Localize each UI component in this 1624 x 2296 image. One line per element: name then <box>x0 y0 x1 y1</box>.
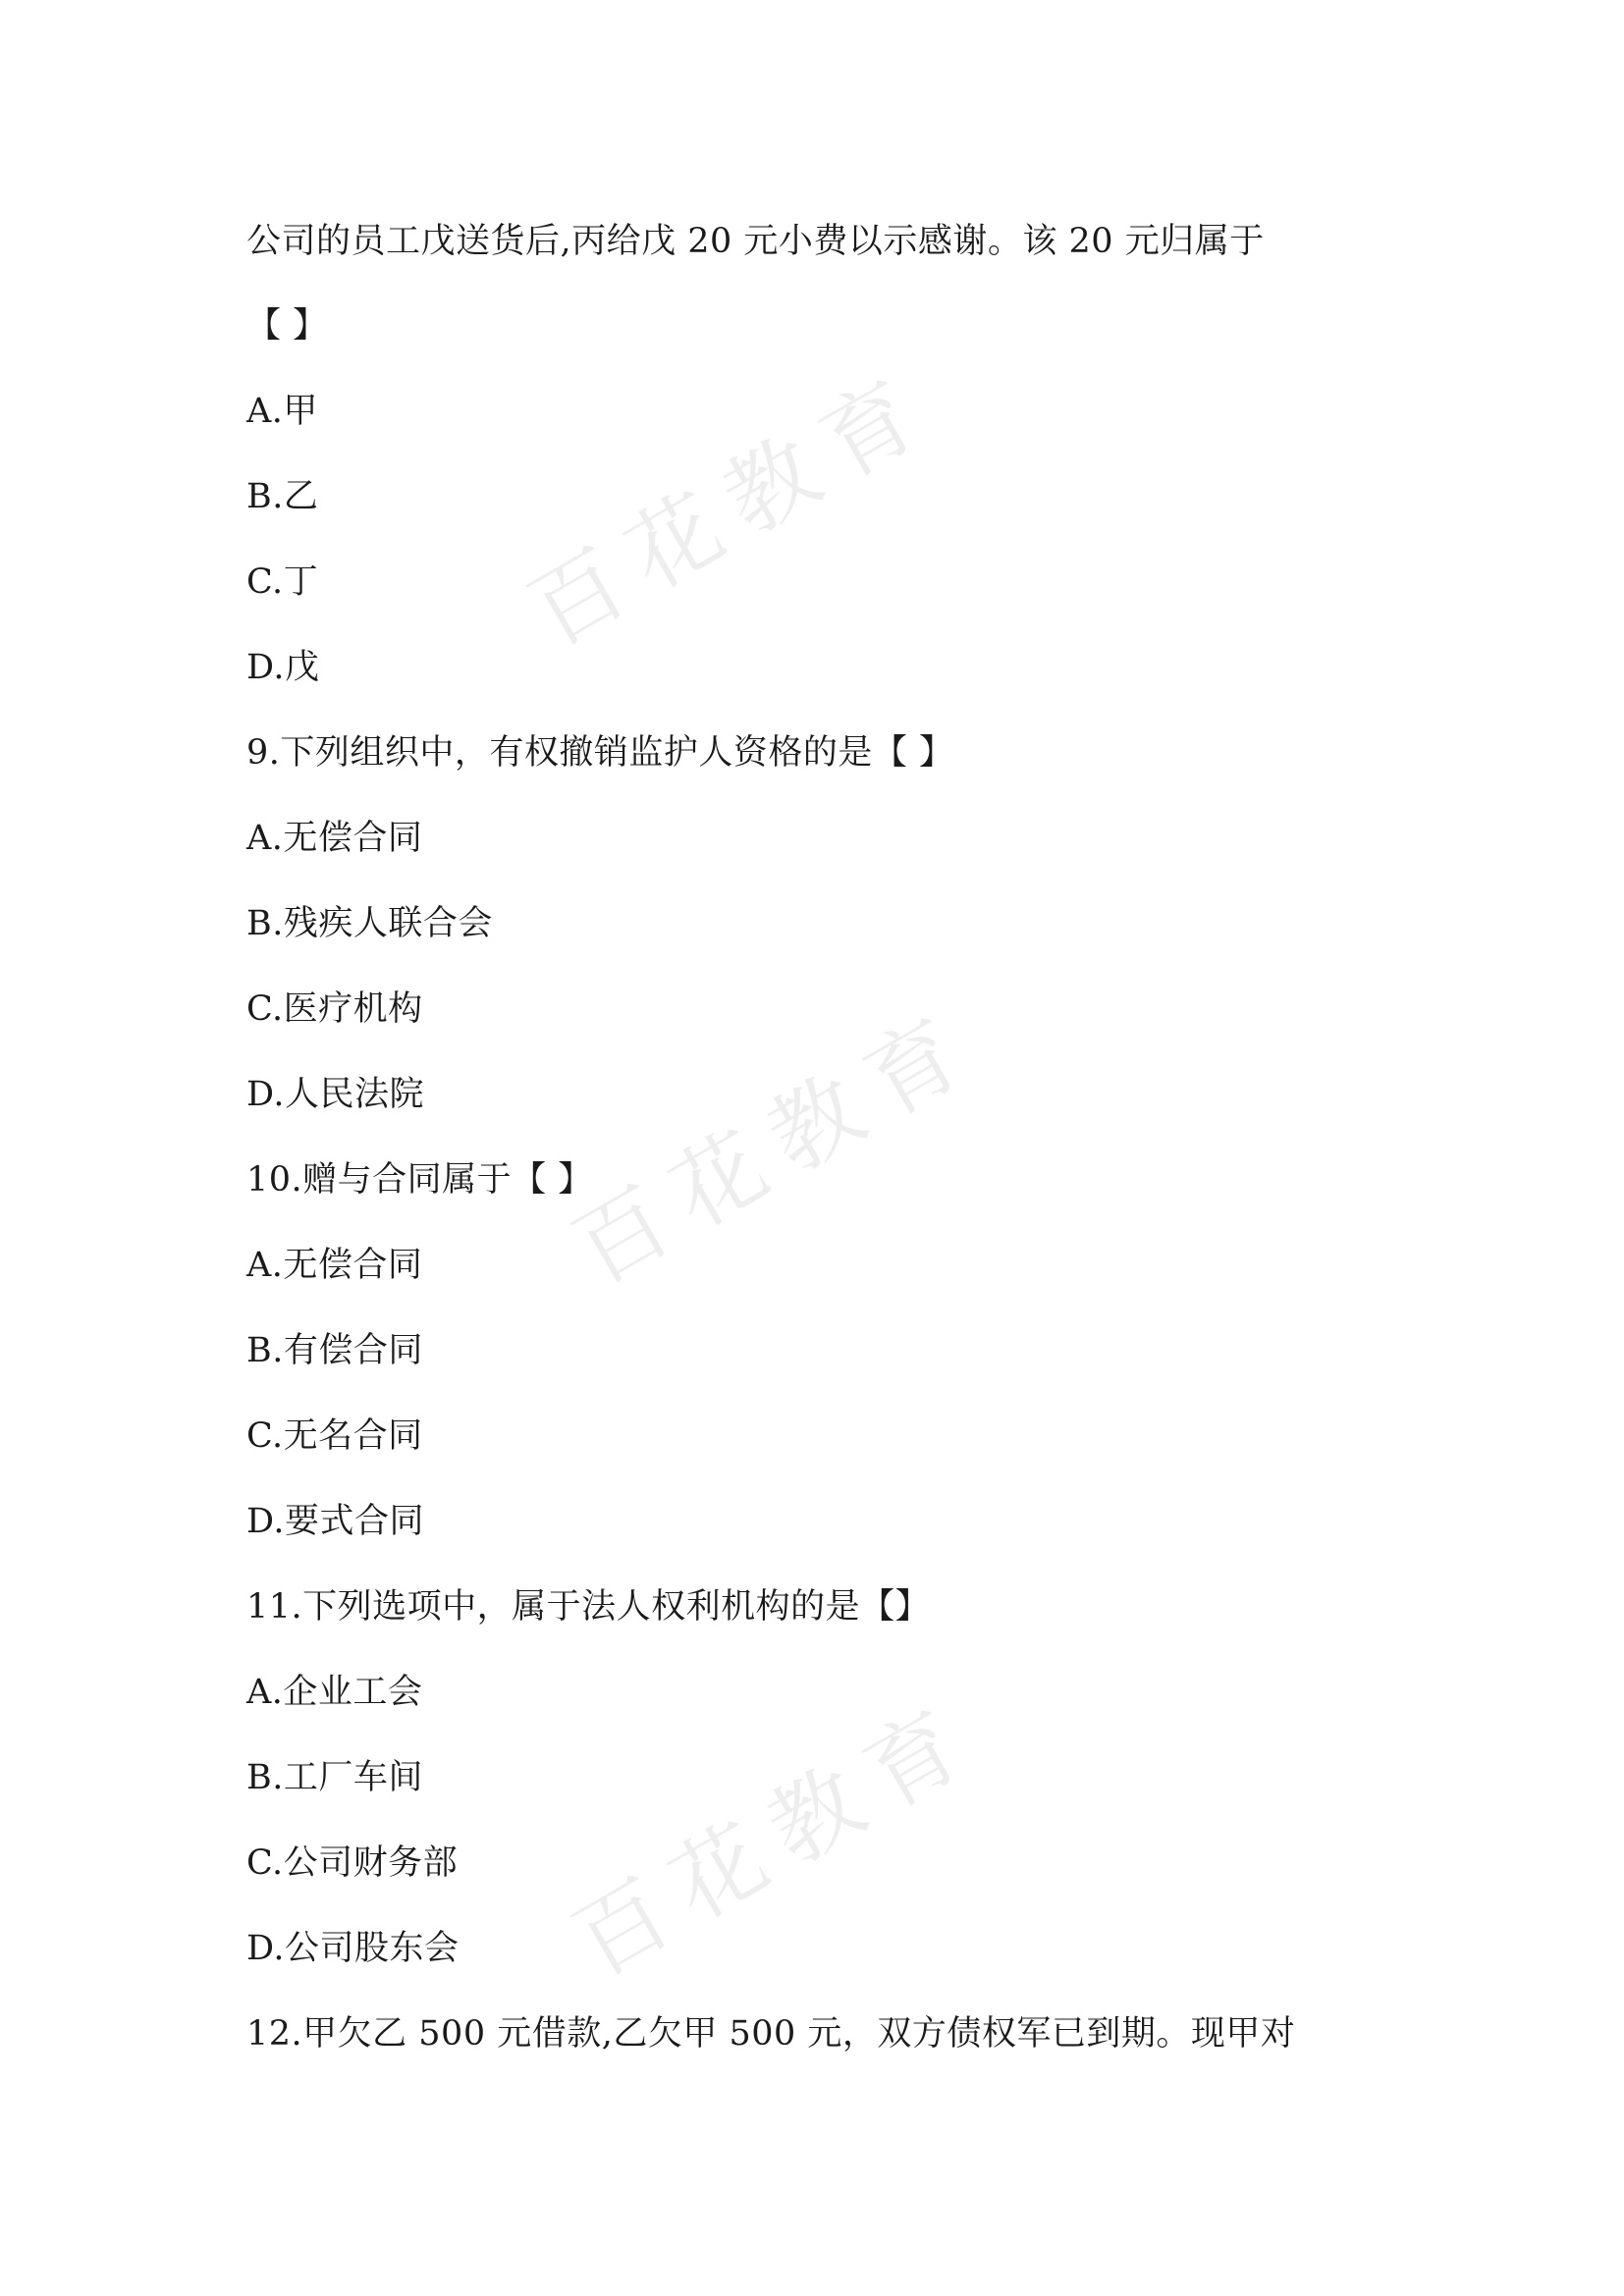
question-9-option-c: C.医疗机构 <box>246 989 423 1029</box>
question-9-option-a: A.无偿合同 <box>246 819 423 858</box>
question-8-option-b: B.乙 <box>246 477 319 516</box>
question-11-option-a: A.企业工会 <box>246 1673 423 1712</box>
question-9-option-b: B.残疾人联合会 <box>246 904 493 943</box>
question-10-option-b: B.有偿合同 <box>246 1331 423 1370</box>
question-11-stem: 11.下列选项中，属于法人权利机构的是【】 <box>246 1587 931 1627</box>
watermark-1: 百花教育 <box>513 351 953 667</box>
question-10-option-d: D.要式合同 <box>246 1502 424 1541</box>
question-11-option-d: D.公司股东会 <box>246 1929 460 1968</box>
question-9-option-d: D.人民法院 <box>246 1075 424 1114</box>
question-12-stem: 12.甲欠乙 500 元借款,乙欠甲 500 元，双方债权军已到期。现甲对 <box>246 2014 1296 2054</box>
question-9-stem: 9.下列组织中，有权撤销监护人资格的是【 】 <box>246 733 954 773</box>
question-10-option-a: A.无偿合同 <box>246 1246 423 1285</box>
question-10-option-c: C.无名合同 <box>246 1416 423 1456</box>
question-8-option-d: D.戊 <box>246 648 320 687</box>
question-11-option-b: B.工厂车间 <box>246 1758 423 1797</box>
watermark-3: 百花教育 <box>557 1682 998 1997</box>
question-8-stem-continuation: 公司的员工戊送货后,丙给戊 20 元小费以示感谢。该 20 元归属于 <box>246 222 1265 261</box>
question-8-option-a: A.甲 <box>246 392 318 431</box>
question-8-option-c: C.丁 <box>246 562 319 602</box>
question-11-option-c: C.公司财务部 <box>246 1843 459 1883</box>
watermark-2: 百花教育 <box>557 989 998 1305</box>
question-10-stem: 10.赠与合同属于【 】 <box>246 1160 593 1200</box>
question-8-answer-bracket: 【 】 <box>246 306 328 346</box>
